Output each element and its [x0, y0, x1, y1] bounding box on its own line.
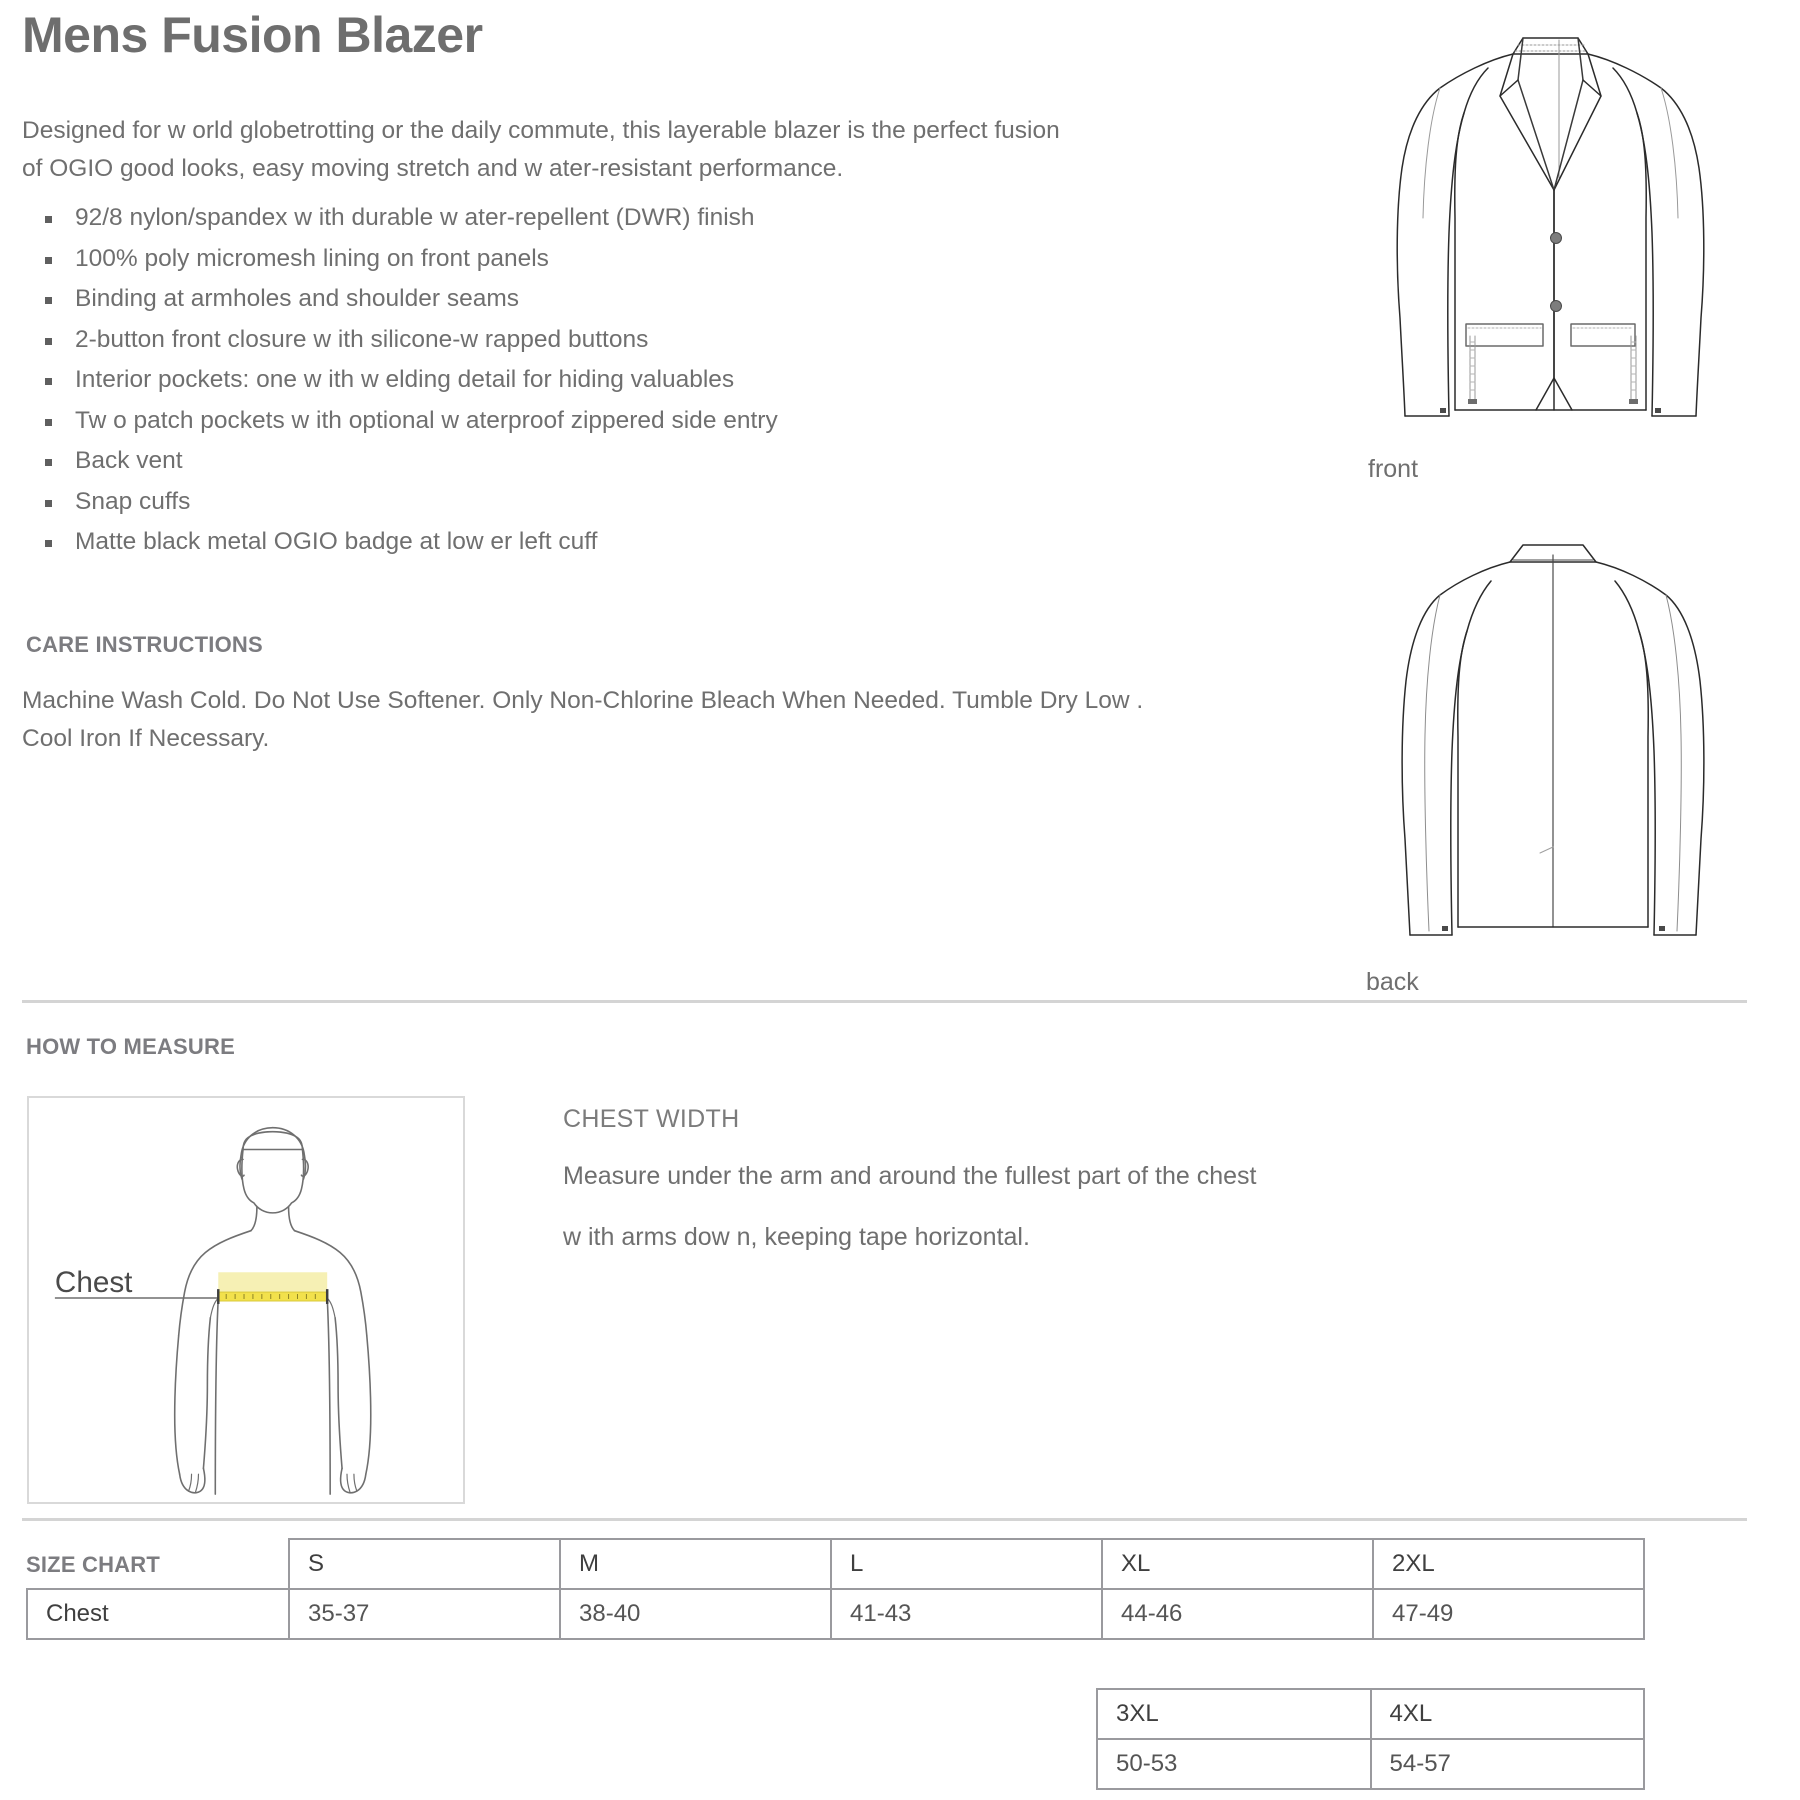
chest-value-2xl: 47-49 — [1373, 1589, 1644, 1639]
list-item: Snap cuffs — [22, 482, 1172, 523]
table-corner-cell — [27, 1539, 289, 1589]
chest-width-line-2: w ith arms dow n, keeping tape horizontal. — [563, 1223, 1030, 1251]
blazer-front-illustration — [1378, 18, 1723, 448]
size-chart-table — [26, 1538, 1645, 1640]
size-header-l: L — [831, 1539, 1102, 1589]
size-header-s: S — [289, 1539, 560, 1589]
chest-value-3xl: 50-53 — [1097, 1739, 1371, 1789]
chest-value-xl: 44-46 — [1102, 1589, 1373, 1639]
table-row — [1097, 1739, 1644, 1789]
list-item: Back vent — [22, 441, 1172, 482]
size-chart-table-extended — [1096, 1688, 1645, 1790]
description-line-2: of OGIO good looks, easy moving stretch and w ater-resistant performance. — [22, 155, 844, 182]
chest-value-m: 38-40 — [560, 1589, 831, 1639]
front-view-label: front — [1368, 455, 1419, 483]
table-row-header — [1097, 1689, 1644, 1739]
description-line-1: Designed for w orld globetrotting or the daily commute, this layerable blazer is the perfect fusion — [22, 117, 1060, 144]
size-chart-label: SIZE CHART — [26, 1552, 160, 1577]
list-item: 100% poly micromesh lining on front panels — [22, 239, 1172, 280]
chest-value-l: 41-43 — [831, 1589, 1102, 1639]
list-item: 92/8 nylon/spandex w ith durable w ater-repellent (DWR) finish — [22, 198, 1172, 239]
chest-value-4xl: 54-57 — [1371, 1739, 1645, 1789]
list-item: Matte black metal OGIO badge at low er left cuff — [22, 522, 1172, 563]
how-to-measure-heading: HOW TO MEASURE — [26, 1034, 235, 1059]
list-item: Binding at armholes and shoulder seams — [22, 279, 1172, 320]
table-row-header — [27, 1539, 1644, 1589]
size-header-4xl: 4XL — [1371, 1689, 1645, 1739]
row-label-chest: Chest — [27, 1589, 289, 1639]
list-item: Tw o patch pockets w ith optional w aterproof zippered side entry — [22, 401, 1172, 442]
product-description — [22, 112, 1302, 188]
chest-width-line-1: Measure under the arm and around the fullest part of the chest — [563, 1162, 1257, 1190]
chest-width-title: CHEST WIDTH — [563, 1105, 740, 1133]
care-line-2: Cool Iron If Necessary. — [22, 725, 270, 752]
divider — [22, 1000, 1747, 1003]
list-item: Interior pockets: one w ith w elding detail for hiding valuables — [22, 360, 1172, 401]
blazer-back-illustration — [1383, 535, 1723, 965]
divider — [22, 1518, 1747, 1521]
table-row — [27, 1589, 1644, 1639]
chest-width-instructions — [563, 1105, 1463, 1284]
feature-list — [22, 198, 1172, 563]
care-instructions-heading: CARE INSTRUCTIONS — [26, 632, 263, 657]
size-header-2xl: 2XL — [1373, 1539, 1644, 1589]
page-title: Mens Fusion Blazer — [22, 7, 483, 63]
size-header-xl: XL — [1102, 1539, 1373, 1589]
size-header-m: M — [560, 1539, 831, 1589]
chest-value-s: 35-37 — [289, 1589, 560, 1639]
chest-label-text: Chest — [54, 1266, 133, 1300]
back-view-label: back — [1366, 968, 1419, 996]
list-item: 2-button front closure w ith silicone-w rapped buttons — [22, 320, 1172, 361]
care-instructions-body — [22, 682, 1422, 758]
care-line-1: Machine Wash Cold. Do Not Use Softener. Only Non-Chlorine Bleach When Needed. Tumble Dry Low . — [22, 687, 1144, 714]
chest-measure-figure — [27, 1096, 465, 1504]
size-header-3xl: 3XL — [1097, 1689, 1371, 1739]
